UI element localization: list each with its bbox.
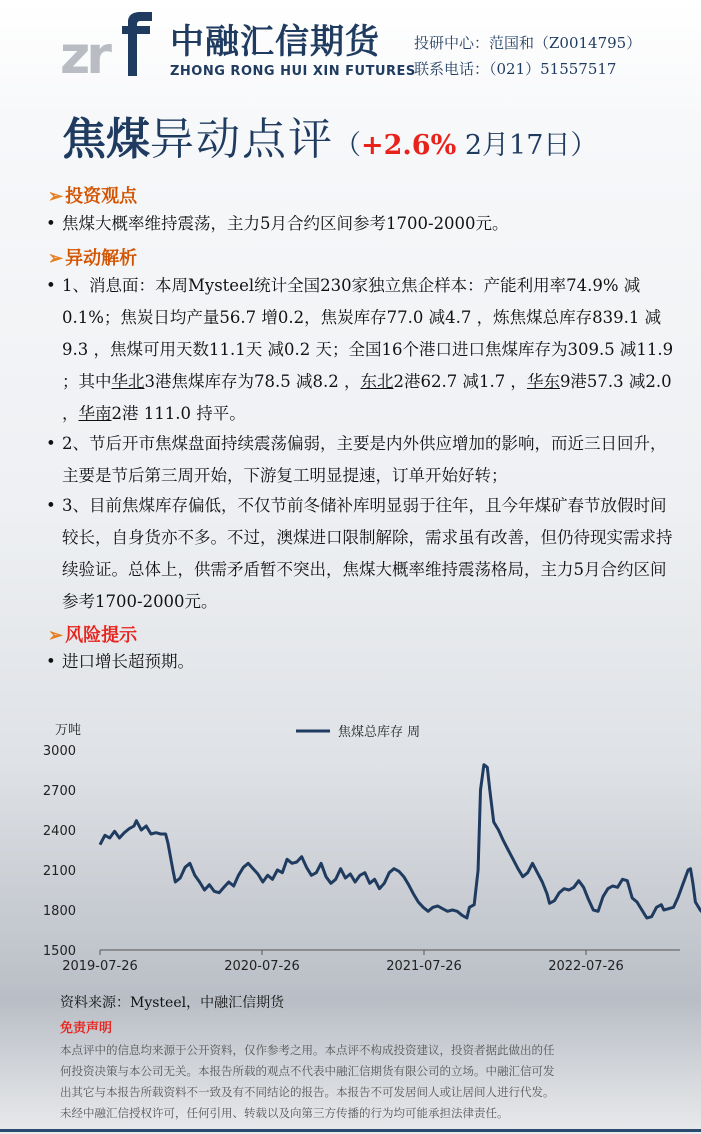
p1-part-a: 1、消息面：本周Mysteel统计全国230家独立焦企样本：产能利用率74.9% 减0.1%；焦炭日均产量56.7 增0.2，焦炭库存77.0 减4.7 ，炼焦煤总库存839.1 减9.3 ，焦煤可用天数11.1天 减0.2 天；全国16个港口进口焦煤库存为309.5 减11.9 ；其中 bbox=[62, 276, 674, 391]
analysis-point-1-text bbox=[62, 270, 674, 430]
analysis-point-3 bbox=[46, 490, 674, 618]
arrow-icon: ➢ bbox=[48, 186, 64, 207]
disclaimer-line: 何投资决策与本公司无关。本报告所载的观点不代表中融汇信期货有限公司的立场。中融汇信可发 bbox=[60, 1064, 555, 1078]
logo-chinese-name: 中融汇信期货 bbox=[170, 22, 380, 62]
x-tick-label: 2021-07-26 bbox=[386, 959, 462, 974]
analysis-point-2 bbox=[46, 428, 674, 492]
page-title bbox=[62, 112, 597, 177]
p1-dongbei: 东北 bbox=[360, 372, 394, 391]
x-tick-label: 2019-07-26 bbox=[62, 959, 138, 974]
disclaimer-line: 出其它与本报告所载资料不一致及有不同结论的报告。本报告不可发居间人或让居间人进行代发。 bbox=[60, 1085, 555, 1099]
y-tick-label: 1500 bbox=[42, 944, 76, 959]
section-risk-heading bbox=[48, 621, 137, 647]
series-line-inventory bbox=[100, 765, 701, 918]
p1-huanan: 华南 bbox=[78, 404, 112, 423]
contact-phone: 联系电话：（021）51557517 bbox=[414, 60, 617, 78]
analysis-point-2-text: 2、节后开市焦煤盘面持续震荡偏弱，主要是内外供应增加的影响，而近三日回升，主要是节后第三周开始，下游复工明显提速，订单开始好转； bbox=[62, 434, 667, 485]
bullet-icon: • bbox=[46, 496, 56, 515]
bullet-icon: • bbox=[46, 276, 56, 295]
logo-letters: zr bbox=[60, 26, 108, 86]
disclaimer-line: 未经中融汇信授权许可，任何引用、转载以及向第三方传播的行为均可能承担法律责任。 bbox=[60, 1106, 509, 1120]
title-date: 2月17日 bbox=[456, 130, 571, 161]
section-view-title: 投资观点 bbox=[65, 186, 138, 207]
view-paragraph bbox=[46, 208, 674, 240]
y-tick-label: 2700 bbox=[42, 784, 76, 799]
data-source: 资料来源：Mysteel，中融汇信期货 bbox=[60, 995, 285, 1011]
title-paren-close: ） bbox=[570, 130, 598, 161]
title-paren-open: （ bbox=[334, 130, 361, 161]
section-risk-title: 风险提示 bbox=[65, 625, 138, 646]
view-text: 焦煤大概率维持震荡，主力5月合约区间参考1700-2000元。 bbox=[62, 214, 509, 233]
arrow-icon: ➢ bbox=[48, 248, 64, 269]
x-tick-label: 2020-07-26 bbox=[224, 959, 300, 974]
y-tick-label: 3000 bbox=[42, 744, 76, 759]
section-view-heading bbox=[48, 182, 137, 208]
section-analysis-heading bbox=[48, 244, 137, 270]
disclaimer-title: 免责声明 bbox=[60, 1021, 113, 1036]
logo-english-name: ZHONG RONG HUI XIN FUTURES bbox=[170, 64, 416, 79]
contact-info bbox=[414, 30, 641, 82]
risk-text: 进口增长超预期。 bbox=[62, 652, 194, 671]
bullet-icon: • bbox=[46, 214, 56, 233]
y-tick-label: 2400 bbox=[42, 824, 76, 839]
p1-part-d: 9港57.3 减2.0 ， bbox=[62, 372, 672, 423]
p1-huabei: 华北 bbox=[111, 372, 145, 391]
disclaimer-line: 本点评中的信息均来源于公开资料，仅作参考之用。本点评不构成投资建议，投资者据此做出的任 bbox=[60, 1043, 555, 1057]
section-analysis-title: 异动解析 bbox=[65, 248, 138, 269]
arrow-icon: ➢ bbox=[48, 625, 64, 646]
bottom-rule bbox=[0, 1129, 701, 1132]
title-sub: 异动点评 bbox=[150, 114, 334, 165]
p1-huadong: 华东 bbox=[526, 372, 560, 391]
disclaimer-text bbox=[60, 1040, 650, 1124]
analysis-point-1 bbox=[46, 270, 674, 430]
analysis-point-3-text: 3、目前焦煤库存偏低，不仅节前冬储补库明显弱于往年，且今年煤矿春节放假时间较长，自身货亦不多。不过，澳煤进口限制解除，需求虽有改善，但仍待现实需求持续验证。总体上，供需矛盾暂不突出，焦煤大概率维持震荡格局，主力5月合约区间参考1700-2000元。 bbox=[62, 496, 673, 611]
p1-part-e: 2港 111.0 持平。 bbox=[111, 404, 246, 423]
header bbox=[0, 0, 701, 100]
y-tick-label: 2100 bbox=[42, 864, 76, 879]
y-tick-label: 1800 bbox=[42, 904, 76, 919]
legend-label: 焦煤总库存 周 bbox=[338, 725, 421, 740]
p1-part-c: 2港62.7 减1.7 ， bbox=[393, 372, 527, 391]
contact-researcher: 投研中心：范国和（Z0014795） bbox=[414, 34, 642, 52]
y-axis-unit-label: 万吨 bbox=[55, 723, 82, 738]
x-tick-label: 2022-07-26 bbox=[548, 959, 624, 974]
inventory-line-chart bbox=[0, 700, 701, 990]
title-main: 焦煤 bbox=[62, 114, 150, 165]
title-change: +2.6% bbox=[361, 130, 457, 161]
bullet-icon: • bbox=[46, 652, 56, 671]
bullet-icon: • bbox=[46, 434, 56, 453]
risk-paragraph bbox=[46, 646, 674, 678]
p1-part-b: 3港焦煤库存为78.5 减8.2 ， bbox=[144, 372, 361, 391]
logo-f-icon bbox=[120, 12, 154, 76]
